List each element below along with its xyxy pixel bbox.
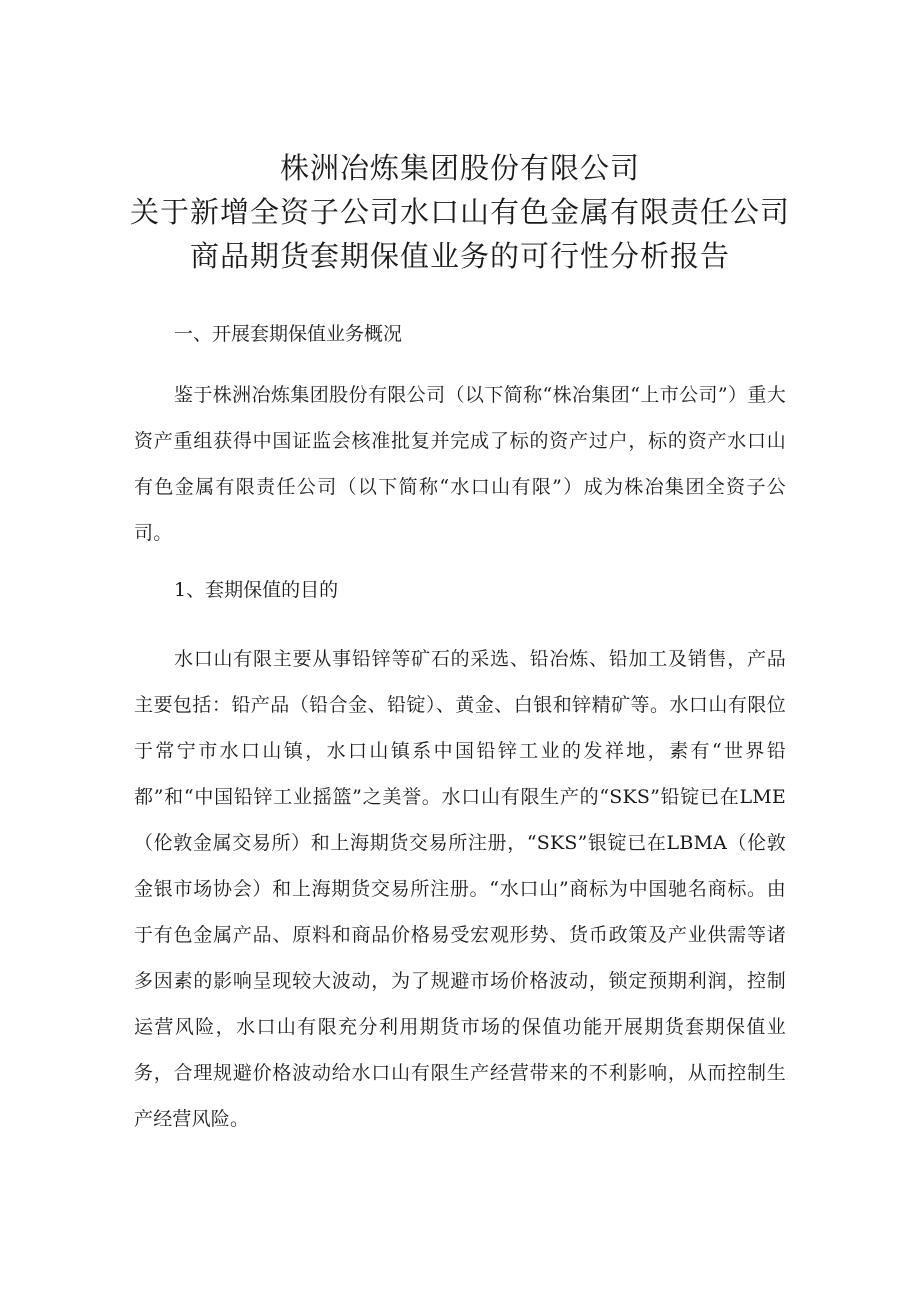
document-title: [0, 146, 920, 278]
section-heading: 一、开展套期保值业务概况: [174, 323, 403, 345]
title-line-company: 株洲冶炼集团股份有限公司: [279, 151, 640, 185]
paragraph-purpose: 水口山有限主要从事铅锌等矿石的采选、铅冶炼、铅加工及销售，产品主要包括：铅产品（铅合金、铅锭）、黄金、白银和锌精矿等。水口山有限位于常宁市水口山镇，水口山镇系中国铅锌工业的发祥地，素有“世界铅都”和“中国铅锌工业摇篮”之美誉。水口山有限生产的“SKS”铅锭已在LME（伦敦金属交易所）和上海期货交易所注册，“SKS”银锭已在LBMA（伦敦金银市场协会）和上海期货交易所注册。“水口山”商标为中国驰名商标。由于有色金属产品、原料和商品价格易受宏观形势、货币政策及产业供需等诸多因素的影响呈现较大波动，为了规避市场价格波动，锁定预期利润，控制运营风险，水口山有限充分利用期货市场的保值功能开展期货套期保值业务，合理规避价格波动给水口山有限生产经营带来的不利影响，从而控制生产经营风险。: [134, 648, 786, 1130]
subsection-heading: 1、套期保值的目的: [174, 579, 339, 601]
title-line-report: 商品期货套期保值业务的可行性分析报告: [189, 239, 730, 273]
document-body: [134, 320, 786, 1142]
title-line-subject: 关于新增全资子公司水口山有色金属有限责任公司: [129, 195, 790, 229]
paragraph-background: 鉴于株洲冶炼集团股份有限公司（以下简称“株冶集团“上市公司”）重大资产重组获得中国证监会核准批复并完成了标的资产过户，标的资产水口山有色金属有限责任公司（以下简称“水口山有限”）成为株冶集团全资子公司。: [134, 384, 786, 544]
